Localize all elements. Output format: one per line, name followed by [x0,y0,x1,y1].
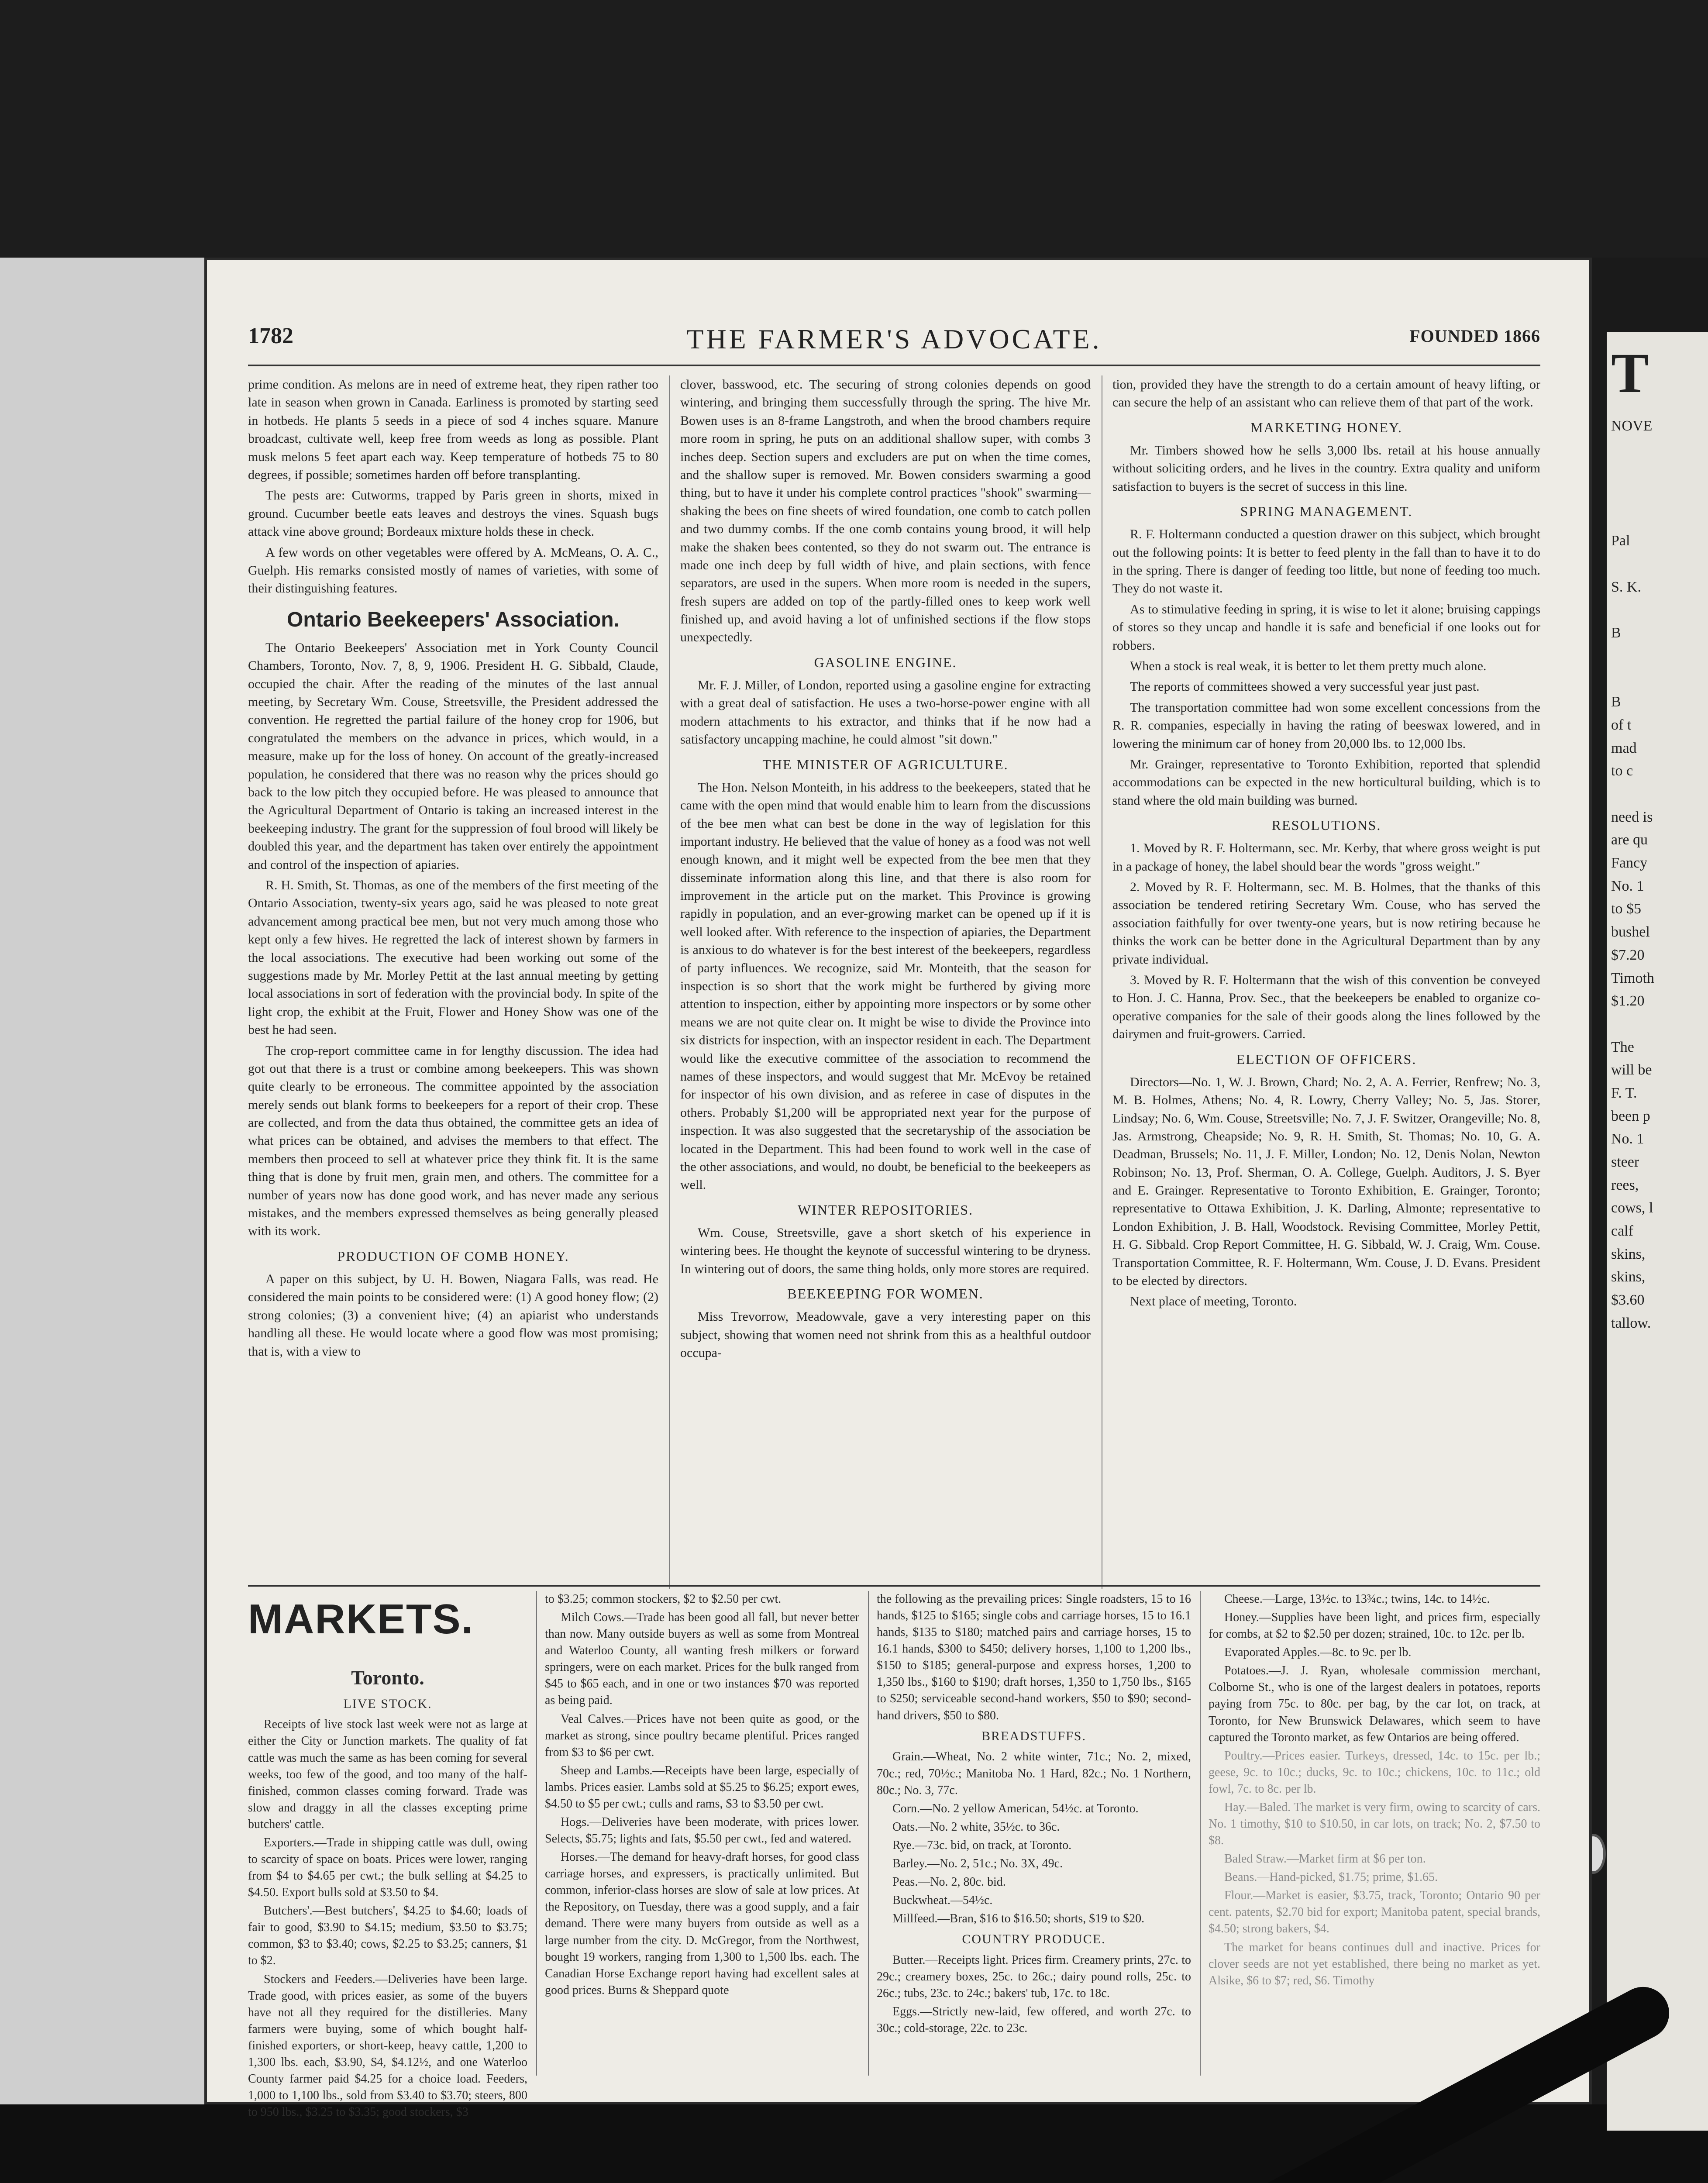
paragraph: As to stimulative feeding in spring, it is wise to let it alone; bruising cappings of stores so they uncap and handle it is safe and beneficial if one looks out for robbers. [1112,602,1540,653]
paragraph: Wm. Couse, Streetsville, gave a short sketch of his experience in wintering bees. He thought the keynote of successful wintering to be dryness. In wintering out of doors, the same thing holds, only more stores are required. [680,1225,1091,1276]
subheading: MARKETING HONEY. [1250,419,1402,435]
paragraph: to $3.25; common stockers, $2 to $2.50 per cwt. [545,1592,782,1606]
paragraph: The Hon. Nelson Monteith, in his address to the beekeepers, stated that he came with the open mind that would enable him to learn from the discussions of the bee men what can best be done in the way of legislation for this important industry. He believed that the value of honey as a food was not well enough known, and it might well be expected from the bee men that they disseminate information along this line, and that there is also room for improvement in the article put on the market. This Province is growing rapidly in population, and an ever-growing market can be opened up if it is well looked after. With reference to the inspection of apiaries, the Department is anxious to do whatever is for the best interest of the beekeepers, regardless of party influences. We recognize, said Mr. Monteith, that the season for inspection is so short that the work might be furthered by giving more attention to inspection, either by appointing more inspectors or by some other means we are not quite clear on. It might be wise to divide the Province into six districts for inspection, with an inspector resident in each. The Department would like the executive committee of the association to recommend the names of these inspectors, and would suggest that Mr. McEvoy be retained for inspector of his own division, and as referee in case of disputes in the others. Probably $1,200 will be appropriated next year for the purpose of inspection. It was also suggested that the secretaryship of the association be located in the Department. This had been found to work well in the case of the other associations, and would, no doubt, be beneficial to the beekeepers as well. [680,780,1091,1192]
scan-background-top [0,0,1708,258]
paragraph: Corn.—No. 2 yellow American, 54½c. at Toronto. [892,1801,1139,1815]
subheading: COUNTRY PRODUCE. [962,1932,1106,1947]
paragraph: Hogs.—Deliveries have been moderate, with prices lower. Selects, $5.75; lights and fats, $5.50 per cwt., fed and watered. [545,1815,859,1846]
paragraph: Grain.—Wheat, No. 2 white winter, 71c.; No. 2, mixed, 70c.; red, 70½c.; Manitoba No. 1 Hard, 82c.; No. 1 Northern, 80c.; No. 3, 77c. [877,1750,1191,1797]
subheading: GASOLINE ENGINE. [814,654,957,670]
column-divider [868,1591,869,2076]
page-header [248,323,1540,358]
newspaper-page [204,258,1592,2119]
paragraph: Baled Straw.—Market firm at $6 per ton. [1224,1852,1426,1866]
paragraph: Horses.—The demand for heavy-draft horses, for good class carriage horses, and expressers, is practically unlimited. But common, inferior-class horses are slow of sale at low prices. At the Repository, on Tuesday, there was a good supply, and a fair demand. There were many buyers from outside as well as a large number from the city. D. McGregor, from the Northwest, bought 19 workers, ranging from 1,300 to 1,500 lbs. each. The Canadian Horse Exchange report having had excellent sales at good prices. Burns & Sheppard quote [545,1850,859,1997]
article-column-2 [680,375,1091,1364]
facing-page-margin [0,258,204,2104]
paragraph: clover, basswood, etc. The securing of strong colonies depends on good wintering, and bringing them successfully through the spring. The hive Mr. Bowen uses is an 8-frame Langstroth, and when the brood chambers require more room in spring, he puts on an additional shallow super, with combs 3 inches deep. Section supers and excluders are put on when the time comes, and the shallow super is removed. Mr. Bowen considers swarming a good thing, but to have it under his complete control practices "shook" swarming—shaking the bees on fine sheets of wired foundation, one comb to catch pollen and two dummy combs. If the one comb contains young brood, it will help make the shaken bees contented, so they do not swarm out. The entrance is made one inch deep by full width of hive, and plain sections, with fence separators, are used in the supers. When more room is needed in the supers, fresh supers are added on top of the partly-filled ones to keep work well finished up, and avoid having a lot of unfinished sections if the flow stops unexpectedly. [680,377,1091,645]
subheading: BREADSTUFFS. [981,1728,1086,1743]
paragraph: The Ontario Beekeepers' Association met in York County Council Chambers, Toronto, Nov. 7, 8, 9, 1906. President H. G. Sibbald, Claude, occupied the chair. After the reading of the minutes of the last annual meeting, by Secretary Wm. Couse, Streetsville, the President addressed the convention. He regretted the partial failure of the honey crop for 1906, but congratulated the members on the advance in prices, which would, in a measure, make up for the loss of honey. On account of the greatly-increased population, he considered that there was no reason why the prices should go back to the low pitch they occupied before. He was pleased to announce that the Agricultural Department of Ontario is taking an increased interest in the beekeeping industry. The grant for the suppression of foul brood will likely be doubled this year, and the department has taken over entirely the appointment and control of the inspection of apiaries. [248,640,658,872]
paragraph: The transportation committee had won some excellent concessions from the R. R. companies, especially in having the rating of beeswax lowered, and in lowering the minimum car of honey from 20,000 lbs. to 12,000 lbs. [1112,700,1540,751]
paragraph: The crop-report committee came in for lengthy discussion. The idea had got out that there is a trust or combine among beekeepers. This was shown quite clearly to be erroneous. The committee appointed by the association merely sends out blank forms to beekeepers for a report of their crop. These are collected, and from the data thus obtained, the committee gets an idea of what prices can be obtained, and advises the members to that effect. The members then proceed to sell at whatever price they think fit. It is the same thing that is done by fruit men, grain men, and others. The committee for a number of years now has done good work, and has never made any serious mistakes, and the members expressed themselves as being generally pleased with its work. [248,1043,658,1239]
paragraph: Barley.—No. 2, 51c.; No. 3X, 49c. [892,1856,1063,1870]
subheading: WINTER REPOSITORIES. [797,1202,974,1218]
paragraph: Veal Calves.—Prices have not been quite as good, or the market as strong, since poultry became plentiful. Prices ranged from $3 to $6 per cwt. [545,1712,859,1759]
subheading: LIVE STOCK. [343,1696,432,1711]
paragraph: 3. Moved by R. F. Holtermann that the wish of this convention be conveyed to Hon. J. C. Hanna, Prov. Sec., that the beekeepers be enabled to organize co-operative companies for the sale of their goods along the lines followed by the dairymen and fruit-growers. Carried. [1112,973,1540,1042]
paragraph: 2. Moved by R. F. Holtermann, sec. M. B. Holmes, that the thanks of this association be tendered retiring Secretary Wm. Couse, who has served the association faithfully for over twenty-one years, but is now retiring because he thinks the work can be better done in the Agricultural Department than by any private individual. [1112,880,1540,967]
paragraph: tion, provided they have the strength to do a certain amount of heavy lifting, or can secure the help of an assistant who can relieve them of that part of the work. [1112,377,1540,410]
paragraph: Butchers'.—Best butchers', $4.25 to $4.60; loads of fair to good, $3.90 to $4.15; medium, $3.50 to $3.75; common, $3 to $3.40; cows, $2.25 to $3.25; canners, $1 to $2. [248,1904,527,1968]
paragraph: Millfeed.—Bran, $16 to $16.50; shorts, $19 to $20. [892,1912,1145,1926]
page-number: 1782 [248,324,293,348]
paragraph: prime condition. As melons are in need of extreme heat, they ripen rather too late in season when grown in Canada. Earliness is promoted by starting seed in hotbeds. He plants 5 seeds in a piece of sod 4 inches square. Manure broadcast, cultivate well, keep free from weeds as long as possible. Plant musk melons 5 feet apart each way. Keep temperature of hotbeds 75 to 80 degrees, if possible; sometimes harden off before transplanting. [248,377,658,482]
paragraph: Miss Trevorrow, Meadowvale, gave a very interesting paper on this subject, showing that women need not shrink from this as a healthful outdoor occupa- [680,1309,1091,1360]
subheading: SPRING MANAGEMENT. [1240,503,1413,520]
paragraph: The reports of committees showed a very successful year just past. [1130,679,1480,694]
article-column-1 [248,375,658,1363]
paragraph: the following as the prevailing prices: Single roadsters, 15 to 16 hands, $125 to $165; single cobs and carriage horses, 15 to 16.1 hands, $135 to $180; matched pairs and carriage horses, 15 to 16.1 hands, $300 to $450; delivery horses, 1,100 to 1,200 lbs., $150 to $185; general-purpose and express horses, 1,200 to 1,350 lbs., $160 to $190; draft horses, 1,350 to 1,750 lbs., $165 to $250; serviceable second-hand workers, $50 to $90; second-hand drivers, $50 to $80. [877,1592,1191,1722]
paragraph: Next place of meeting, Toronto. [1130,1294,1297,1309]
section-heading: Ontario Beekeepers' Association. [287,608,620,631]
adjacent-page-text: NOVE Pal S. K. B B of t mad to c need is are qu Fancy No. 1 to $5 bushel $7.20 Timoth $1.20 The will be F. T. been p No. 1 steer rees, cows, l calf skins, skins, $3.60 tallow. [1611,418,1654,1331]
column-divider [1200,1591,1201,2076]
paragraph: Cheese.—Large, 13½c. to 13¾c.; twins, 14c. to 14½c. [1224,1592,1490,1606]
paragraph: R. F. Holtermann conducted a question drawer on this subject, which brought out the following points: It is better to feed plenty in the fall than to have it to do in the spring. There is danger of feeding too little, but none of feeding too much. They do not waste it. [1112,527,1540,596]
paragraph: Exporters.—Trade in shipping cattle was dull, owing to scarcity of space on boats. Prices were lower, ranging from $4 to $4.65 per cwt.; the bulk selling at $4.25 to $4.50. Export bulls sold at $3.50 to $4. [248,1835,527,1900]
paragraph: Hay.—Baled. The market is very firm, owing to scarcity of cars. No. 1 timothy, $10 to $10.50, in car lots, on track; No. 2, $7.50 to $8. [1209,1800,1540,1848]
masthead-title: THE FARMER'S ADVOCATE. [686,324,1102,355]
markets-heading: MARKETS. [248,1596,474,1642]
subheading: BEEKEEPING FOR WOMEN. [787,1286,984,1302]
paragraph: Potatoes.—J. J. Ryan, wholesale commission merchant, Colborne St., who is one of the largest dealers in potatoes, reports paying from 75c. to 80c. per bag, by the car lot, on track, at Toronto, for New Brunswick Delawares, which seem to have captured the Toronto market, as few Ontarios are being offered. [1209,1664,1540,1744]
subheading: RESOLUTIONS. [1271,817,1381,833]
paragraph: 1. Moved by R. F. Holtermann, sec. Mr. Kerby, that where gross weight is put in a package of honey, the label should bear the words "gross weight." [1112,841,1540,874]
paragraph: Buckwheat.—54½c. [892,1894,993,1908]
paragraph: When a stock is real weak, it is better to let them pretty much alone. [1130,659,1487,673]
paragraph: The market for beans continues dull and inactive. Prices for clover seeds are not yet established, there being no market as yet. Alsike, $6 to $7; red, $6. Timothy [1209,1940,1540,1987]
subheading: Toronto. [351,1667,424,1689]
paragraph: Peas.—No. 2, 80c. bid. [892,1875,1006,1889]
adjacent-page-initial: T [1611,342,1649,405]
paragraph: Evaporated Apples.—8c. to 9c. per lb. [1224,1646,1412,1660]
paragraph: Mr. Timbers showed how he sells 3,000 lbs. retail at his house annually without soliciting orders, and he lives in the country. Extra quality and uniform satisfaction to buyers is the secret of success in this line. [1112,443,1540,494]
paragraph: Sheep and Lambs.—Receipts have been large, especially of lambs. Prices easier. Lambs sold at $5.25 to $6.25; export ewes, $4.50 to $5 per cwt.; culls and rams, $3 to $3.50 per cwt. [545,1763,859,1811]
founded-line: FOUNDED 1866 [1409,326,1540,346]
paragraph: Beans.—Hand-picked, $1.75; prime, $1.65. [1224,1870,1438,1884]
paragraph: Milch Cows.—Trade has been good all fall, but never better than now. Many outside buyers as well as some from Montreal and Waterloo County, all wanting fresh milkers or forward springers, were on each market. Prices for the bulk ranged from $45 to $65 each, and in one or two instances $70 was reported as being paid. [545,1611,859,1708]
column-divider [669,375,670,1589]
paragraph: Oats.—No. 2 white, 35½c. to 36c. [892,1820,1060,1834]
markets-column-3 [877,1591,1191,2038]
paragraph: Butter.—Receipts light. Prices firm. Creamery prints, 27c. to 29c.; creamery boxes, 25c. to 26c.; dairy pound rolls, 25c. to 26c.; tubs, 23c. to 24c.; bakers' tub, 17c. to 18c. [877,1953,1191,2001]
paragraph: Poultry.—Prices easier. Turkeys, dressed, 14c. to 15c. per lb.; geese, 9c. to 10c.; ducks, 9c. to 10c.; chickens, 10c. to 11c.; old fowl, 7c. to 8c. per lb. [1209,1749,1540,1796]
subheading: THE MINISTER OF AGRICULTURE. [762,756,1009,772]
markets-column-1 [248,1661,527,2122]
paragraph: Rye.—73c. bid, on track, at Toronto. [892,1838,1072,1852]
header-rule [248,365,1540,366]
paragraph: Mr. Grainger, representative to Toronto Exhibition, reported that splendid accommodations can be expected in the new horticultural building, which is to stand where the old main building was burned. [1112,757,1540,808]
paragraph: The pests are: Cutworms, trapped by Paris green in shorts, mixed in ground. Cucumber beetle eats leaves and destroys the vines. Squash bugs attack vine above ground; Bordeaux mixture holds these in check. [248,488,658,539]
paragraph: Flour.—Market is easier, $3.75, track, Toronto; Ontario 90 per cent. patents, $2.70 bid for export; Manitoba patent, special brands, $4.50; strong bakers, $4. [1209,1889,1540,1936]
paragraph: Eggs.—Strictly new-laid, few offered, and worth 27c. to 30c.; cold-storage, 22c. to 23c. [877,2005,1191,2035]
subheading: PRODUCTION OF COMB HONEY. [337,1248,569,1264]
paragraph: Stockers and Feeders.—Deliveries have been large. Trade good, with prices easier, as some of the buyers have not all they required for the distilleries. Many farmers were buying, some of which bought half-finished exporters, or short-keep, heavy cattle, 1,200 to 1,300 lbs. each, $3.90, $4, $4.12½, and one Waterloo County farmer paid $4.25 for a choice load. Feeders, 1,000 to 1,100 lbs., sold from $3.40 to $3.70; steers, 800 to 950 lbs., $3.25 to $3.35; good stockers, $3 [248,1972,527,2119]
paragraph: A few words on other vegetables were offered by A. McMeans, O. A. C., Guelph. His remarks consisted mostly of names of varieties, with some of their distinguishing features. [248,545,658,596]
paragraph: Receipts of live stock last week were not as large at either the City or Junction markets. The quality of fat cattle was much the same as has been coming for several weeks, too few of the good, and too many of the half-finished, common classes coming forward. Trade was slow and draggy in all the classes excepting prime butchers' cattle. [248,1718,527,1831]
subheading: ELECTION OF OFFICERS. [1236,1051,1417,1067]
markets-column-2 [545,1591,859,2001]
paragraph: Mr. F. J. Miller, of London, reported using a gasoline engine for extracting with a great deal of satisfaction. He uses a two-horse-power engine with all modern attachments to his extractor, and thinks that if he now had a satisfactory uncapping machine, he could almost "sit down." [680,678,1091,747]
paragraph: R. H. Smith, St. Thomas, as one of the members of the first meeting of the Ontario Association, twenty-six years ago, said he was pleased to note great advancement among practical bee men, but not very much among those who kept only a few hives. He regretted the lack of interest shown by farmers in the local associations. The executive had been working out some of the suggestions made by Mr. Morley Pettit at the last annual meeting by getting local associations in sort of federation with the provincial body. In spite of the light crop, the exhibit at the Fruit, Flower and Honey Show was one of the best he had seen. [248,878,658,1037]
paragraph: Honey.—Supplies have been light, and prices firm, especially for combs, at $2 to $2.50 per dozen; strained, 10c. to 12c. per lb. [1209,1611,1540,1641]
paragraph: A paper on this subject, by U. H. Bowen, Niagara Falls, was read. He considered the main points to be considered were: (1) A good honey flow; (2) strong colonies; (3) a convenient hive; (4) an apiarist who understands handling all these. He would locate where a good flow was most promising; that is, with a view to [248,1271,658,1359]
article-column-3 [1112,375,1540,1313]
column-divider [536,1591,537,2076]
markets-section [248,1585,1540,2119]
markets-column-4 [1209,1591,1540,1991]
paragraph: Directors—No. 1, W. J. Brown, Chard; No. 2, A. A. Ferrier, Renfrew; No. 3, M. B. Holmes, Athens; No. 4, R. Lowry, Cherry Valley; No. 5, Jas. Storer, Lindsay; No. 6, Wm. Couse, Streetsville; No. 7, J. F. Switzer, Orangeville; No. 8, Jas. Armstrong, Cheapside; No. 9, R. H. Smith, St. Thomas; No. 10, G. A. Deadman, Brussels; No. 11, J. F. Miller, London; No. 12, Denis Nolan, Newton Robinson; No. 13, Prof. Sherman, O. A. College, Guelph. Auditors, J. S. Byer and E. Grainger. Representative to Toronto Exhibition, E. Grainger, Toronto; representative to Ottawa Exhibition, J. K. Darling, Almonte; representative to London Exhibition, J. B. Hall, Woodstock. Revising Committee, Morley Pettit, H. G. Sibbald. Crop Report Committee, H. G. Sibbald, W. J. Craig, Wm. Couse. Transportation Committee, R. F. Holtermann, Wm. Couse, J. D. Evans. President to be elected by directors. [1112,1074,1540,1288]
adjacent-page-edge [1607,332,1708,2131]
